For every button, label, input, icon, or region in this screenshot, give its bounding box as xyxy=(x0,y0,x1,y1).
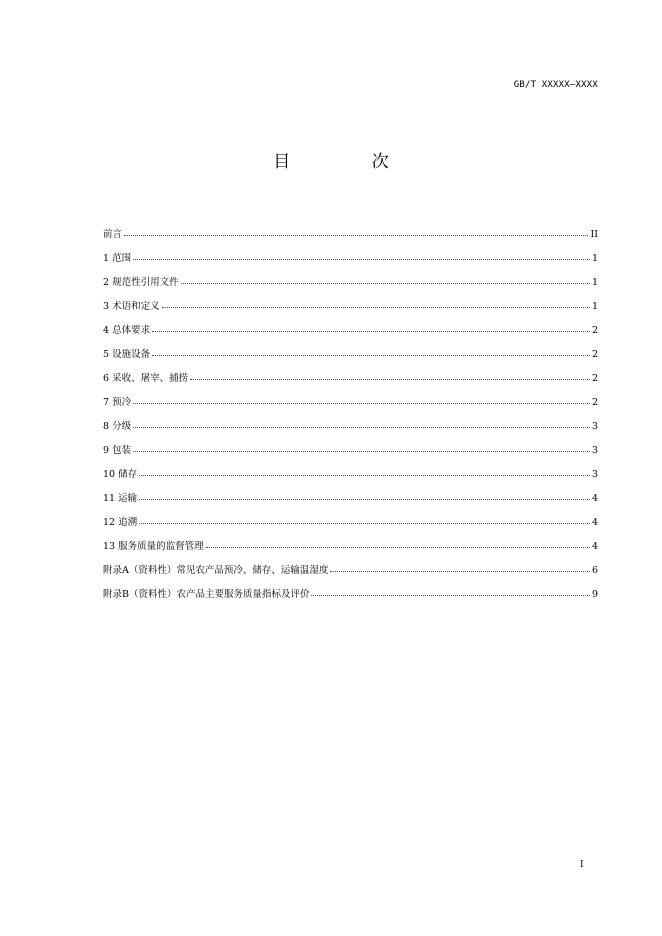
toc-entry-label: 4 总体要求 xyxy=(103,325,151,336)
toc-entry-label: 3 术语和定义 xyxy=(103,301,160,312)
toc-entry-page: 2 xyxy=(591,349,598,360)
toc-entry-appendix-a[interactable] xyxy=(103,564,598,588)
dot-leader xyxy=(162,299,590,308)
dot-leader xyxy=(206,539,590,548)
toc-entry-page: 9 xyxy=(591,589,598,600)
toc-entry-label: 2 规范性引用文件 xyxy=(103,277,179,288)
document-code: GB/T XXXXX—XXXX xyxy=(513,80,598,90)
toc-entry-label: 9 包装 xyxy=(103,445,132,456)
dot-leader xyxy=(133,251,590,260)
dot-leader xyxy=(190,371,590,380)
dot-leader xyxy=(311,587,589,596)
toc-entry-7[interactable] xyxy=(103,396,598,420)
dot-leader xyxy=(139,467,590,476)
toc-entry-page: 3 xyxy=(591,421,598,432)
dot-leader xyxy=(124,227,588,236)
dot-leader xyxy=(133,395,590,404)
toc-entry-label: 10 储存 xyxy=(103,469,138,480)
toc-entry-5[interactable] xyxy=(103,348,598,372)
dot-leader xyxy=(152,347,590,356)
page-number: I xyxy=(580,860,584,870)
toc-entry-2[interactable] xyxy=(103,276,598,300)
dot-leader xyxy=(139,515,590,524)
toc-entry-appendix-b[interactable] xyxy=(103,588,598,612)
dot-leader xyxy=(139,491,590,500)
dot-leader xyxy=(181,275,590,284)
toc-entry-foreword[interactable] xyxy=(103,228,598,252)
toc-entry-6[interactable] xyxy=(103,372,598,396)
toc-title: 目 次 xyxy=(273,152,427,172)
toc-entry-page: 3 xyxy=(591,445,598,456)
toc-entry-page: 6 xyxy=(591,565,598,576)
toc-entry-page: 4 xyxy=(591,541,598,552)
dot-leader xyxy=(133,443,590,452)
toc-entry-page: 4 xyxy=(591,517,598,528)
toc-entry-page: 1 xyxy=(591,253,598,264)
toc-entry-13[interactable] xyxy=(103,540,598,564)
toc-entry-page: 2 xyxy=(591,397,598,408)
toc-entry-10[interactable] xyxy=(103,468,598,492)
toc-entry-label: 8 分级 xyxy=(103,421,132,432)
dot-leader xyxy=(133,419,590,428)
toc-entry-11[interactable] xyxy=(103,492,598,516)
toc-entry-12[interactable] xyxy=(103,516,598,540)
toc-entry-label: 5 设施设备 xyxy=(103,349,151,360)
toc-entry-label: 7 预冷 xyxy=(103,397,132,408)
toc-entry-page: 1 xyxy=(591,277,598,288)
toc-entry-9[interactable] xyxy=(103,444,598,468)
toc-entry-1[interactable] xyxy=(103,252,598,276)
toc-entry-4[interactable] xyxy=(103,324,598,348)
toc-entry-3[interactable] xyxy=(103,300,598,324)
toc-entry-label: 6 采收、屠宰、捕捞 xyxy=(103,373,189,384)
dot-leader xyxy=(152,323,590,332)
toc-entry-page: 2 xyxy=(591,373,598,384)
toc-entry-label: 11 运输 xyxy=(103,493,138,504)
toc-entry-label: 12 追溯 xyxy=(103,517,138,528)
toc-entry-page: II xyxy=(590,229,598,240)
toc-entry-label: 13 服务质量的监督管理 xyxy=(103,541,204,552)
toc-entry-page: 1 xyxy=(591,301,598,312)
toc-entry-label: 附录A（资料性）常见农产品预冷、储存、运输温湿度 xyxy=(103,565,329,576)
toc-entry-label: 附录B（资料性）农产品主要服务质量指标及评价 xyxy=(103,589,310,600)
dot-leader xyxy=(330,563,590,572)
toc-entry-8[interactable] xyxy=(103,420,598,444)
toc-entry-label: 1 范围 xyxy=(103,253,132,264)
toc-entry-page: 4 xyxy=(591,493,598,504)
toc-entry-page: 2 xyxy=(591,325,598,336)
toc-entry-label: 前言 xyxy=(103,229,123,240)
toc-entry-page: 3 xyxy=(591,469,598,480)
table-of-contents xyxy=(103,228,598,612)
